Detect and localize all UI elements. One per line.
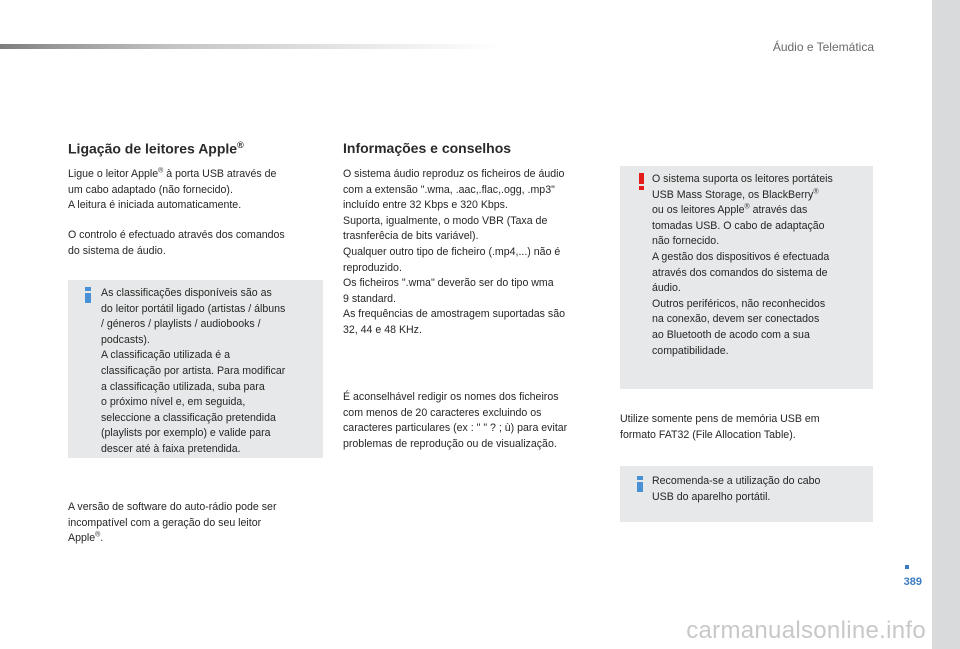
heading-apple-players: Ligação de leitores Apple® (68, 140, 244, 157)
warning-note-text: O sistema suporta os leitores portáteis USB Mass Storage, os BlackBerry® ou os leitores Apple® através das tomadas USB. O cabo de adaptação não fornecido. A gestão dos dispositivos é efectuada através dos comandos do sistema de áudio. Outros periféricos, não reconhecidos na conexão, devem ser conectados ao Bluetooth de acodo com a sua compatibilidade. (652, 173, 833, 357)
page-marker-icon (905, 565, 909, 569)
warning-note-usb (620, 166, 873, 389)
page-number: 389 (903, 576, 922, 588)
apple-connect-text: Ligue o leitor Apple® à porta USB através de um cabo adaptado (não fornecido). A leitura é iniciada automaticamente. (68, 167, 277, 212)
watermark: carmanualsonline.info (686, 617, 926, 644)
info-note-cable (620, 466, 873, 522)
file-names-text: É aconselhável redigir os nomes dos ficheiros com menos de 20 caracteres excluindo os caracteres particulares (ex : " " ? ; ù) para evitar problemas de reprodução ou de visualização. (343, 391, 568, 450)
info-note-text: As classificações disponíveis são as do leitor portátil ligado (artistas / álbuns / géneros / playlists / audiobooks / podcasts). A classificação utilizada é a classificação por artista. Para modificar a classificação utilizada, suba para o próximo nível e, em seguida, seleccione a classificação pretendida (playlists por exemplo) e valide para descer até à faixa pretendida. (101, 287, 286, 455)
software-version-text: A versão de software do auto-rádio pode ser incompatível com a geração do seu leitor Apple®. (68, 501, 277, 545)
info-note-classifications (68, 280, 323, 458)
info-icon (633, 476, 647, 492)
header-rule (0, 44, 500, 49)
info-icon (81, 287, 95, 303)
section-title: Áudio e Telemática (772, 40, 874, 54)
heading-info-tips: Informações e conselhos (343, 140, 512, 156)
usb-format-text: Utilize somente pens de memória USB em formato FAT32 (File Allocation Table). (620, 413, 820, 441)
page-edge-strip (932, 0, 960, 649)
audio-formats-text: O sistema áudio reproduz os ficheiros de áudio com a extensão ".wma, .aac,.flac,.ogg, .mp3" incluído entre 32 Kbps e 320 Kbps. Suporta, igualmente, o modo VBR (Taxa de trasnferêcia de bits variável). Qualquer outro tipo de ficheiro (.mp4,...) não é reproduzido. Os ficheiros ".wma" deverão ser do tipo wma 9 standard. As frequências de amostragem suportadas são 32, 44 e 48 KHz. (343, 168, 566, 336)
control-text: O controlo é efectuado através dos comandos do sistema de áudio. (68, 229, 285, 257)
info-note-cable-text: Recomenda-se a utilização do cabo USB do aparelho portátil. (652, 475, 821, 503)
warning-icon (637, 173, 647, 191)
